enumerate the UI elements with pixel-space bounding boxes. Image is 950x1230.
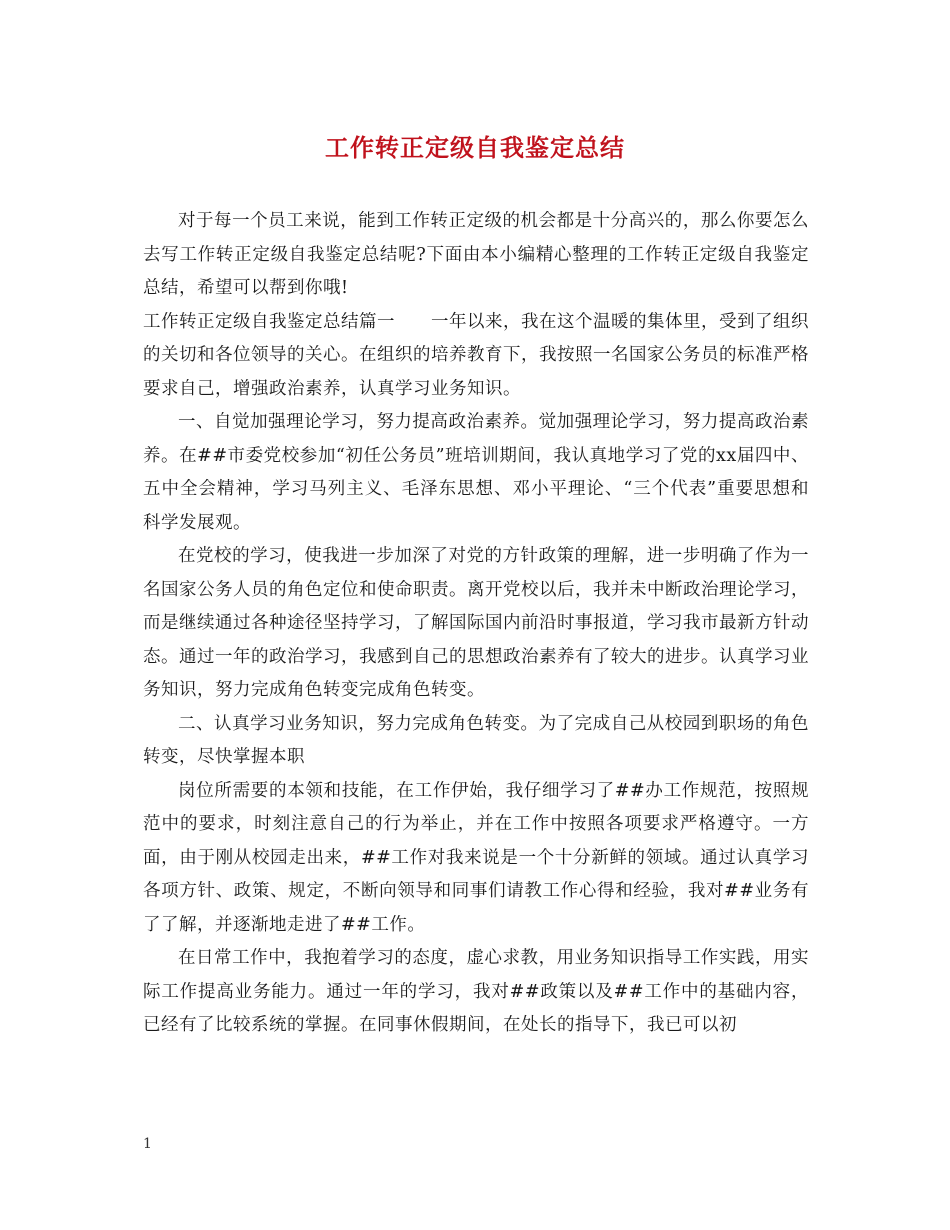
paragraph-daily-work: 在日常工作中，我抱着学习的态度，虚心求教，用业务知识指导工作实践，用实际工作提高业务能力。通过一年的学习，我对##政策以及##工作中的基础内容，已经有了比较系统的掌握。在同事休假期间，在处长的指导下，我已可以初 <box>143 948 809 1035</box>
page-number: 1 <box>143 1136 152 1152</box>
paragraph-intro: 对于每一个员工来说，能到工作转正定级的机会都是十分高兴的，那么你要怎么去写工作转正定级自我鉴定总结呢?下面由本小编精心整理的工作转正定级自我鉴定总结，希望可以帮到你哦! <box>143 211 809 298</box>
document-body <box>143 205 809 1043</box>
paragraph-party-school: 在党校的学习，使我进一步加深了对党的方针政策的理解，进一步明确了作为一名国家公务人员的角色定位和使命职责。离开党校以后，我并未中断政治理论学习，而是继续通过各种途径坚持学习，了解国际国内前沿时事报道，学习我市最新方针动态。通过一年的政治学习，我感到自己的思想政治素养有了较大的进步。认真学习业务知识，努力完成角色转变完成角色转变。 <box>143 546 809 700</box>
paragraph-part-one: 工作转正定级自我鉴定总结篇一 一年以来，我在这个温暖的集体里，受到了组织的关切和各位领导的关心。在组织的培养教育下，我按照一名国家公务员的标准严格要求自己，增强政治素养，认真学习业务知识。 <box>143 311 809 399</box>
document-title: 工作转正定级自我鉴定总结 <box>325 133 625 162</box>
paragraph-section-two: 二、认真学习业务知识，努力完成角色转变。为了完成自己从校园到职场的角色转变，尽快掌握本职 <box>143 713 809 767</box>
paragraph-job-skills: 岗位所需要的本领和技能，在工作伊始，我仔细学习了##办工作规范，按照规范中的要求，时刻注意自己的行为举止，并在工作中按照各项要求严格遵守。一方面，由于刚从校园走出来，##工作对我来说是一个十分新鲜的领域。通过认真学习各项方针、政策、规定，不断向领导和同事们请教工作心得和经验，我对##业务有了了解，并逐渐地走进了##工作。 <box>143 780 809 935</box>
paragraph-section-one: 一、自觉加强理论学习，努力提高政治素养。觉加强理论学习，努力提高政治素养。在##市委党校参加“初任公务员”班培训期间，我认真地学习了党的xx届四中、五中全会精神，学习马列主义、毛泽东思想、邓小平理论、“三个代表”重要思想和科学发展观。 <box>143 412 809 533</box>
